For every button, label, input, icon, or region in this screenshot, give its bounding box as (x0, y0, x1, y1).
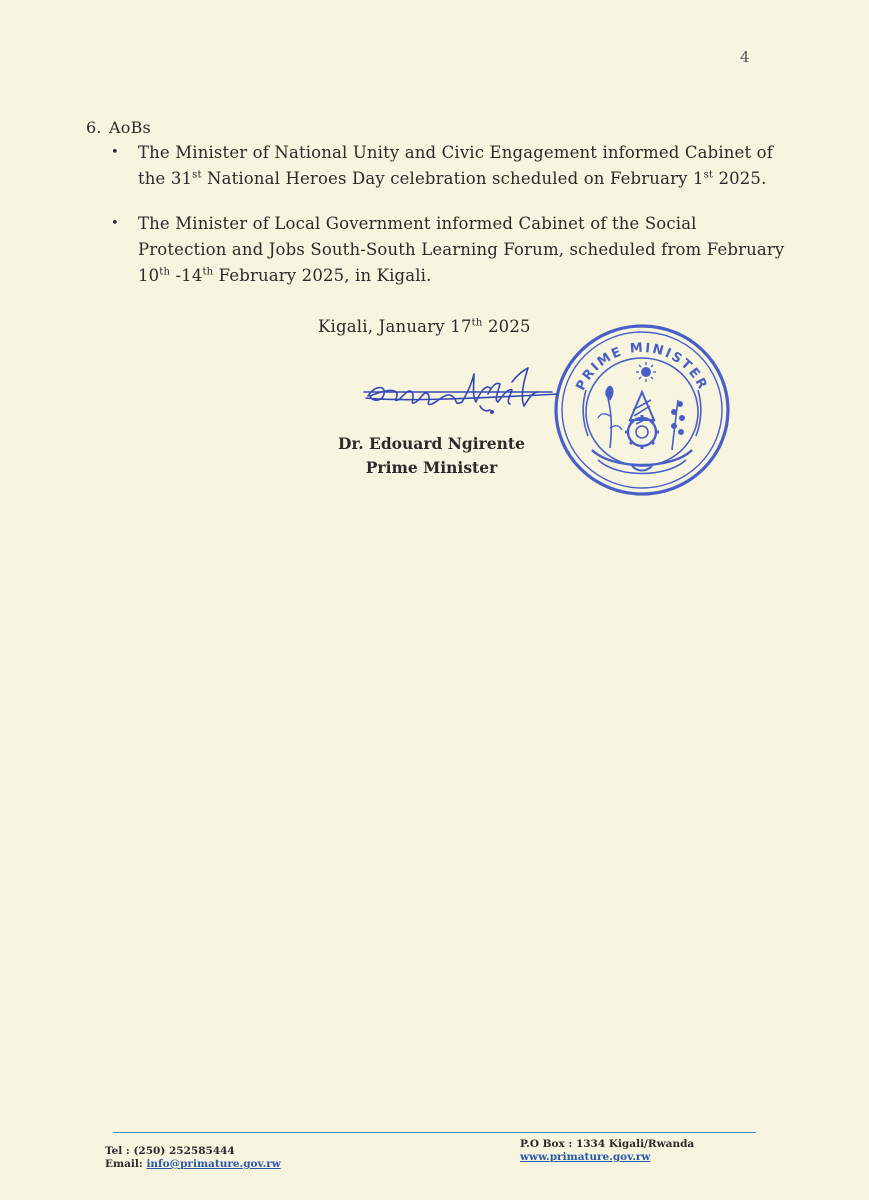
bullet-item (138, 140, 786, 192)
bullet-text: National Heroes Day celebration scheduled on February 1 (201, 169, 704, 188)
po-box: P.O Box : 1334 Kigali/Rwanda (520, 1138, 695, 1150)
website-link[interactable]: www.primature.gov.rw (520, 1151, 651, 1163)
aobs-section (86, 118, 786, 289)
bullet-text: The Minister of National Unity and Civic Engagement informed Cabinet of the 31 (138, 143, 773, 188)
ordinal-suffix: th (471, 317, 483, 329)
footer-address (520, 1138, 694, 1164)
bullet-text: 2025. (713, 169, 767, 188)
tel-value: (250) 252585444 (133, 1145, 235, 1157)
official-seal-image (552, 320, 732, 498)
date-text: 2025 (482, 317, 531, 336)
signature-image (362, 362, 562, 422)
bullet-item (138, 211, 786, 289)
page-number: 4 (740, 48, 750, 66)
bullet-text: The Minister of Local Government informed Cabinet of the Social Protection and Jobs South-South Learning Forum, scheduled from February 10 (138, 214, 785, 285)
tel-label: Tel : (105, 1145, 134, 1157)
svg-text:PRIME MINISTER: PRIME MINISTER (573, 340, 711, 394)
footer-contact (105, 1145, 281, 1171)
ordinal-suffix: th (202, 266, 214, 278)
bullet-text: -14 (170, 266, 203, 285)
ordinal-suffix: th (159, 266, 171, 278)
email-link[interactable]: info@primature.gov.rw (146, 1158, 281, 1170)
bullet-text: February 2025, in Kigali. (213, 266, 432, 285)
email-label: Email: (105, 1158, 147, 1170)
ordinal-suffix: st (703, 169, 714, 181)
date-text: Kigali, January 17 (318, 317, 472, 336)
signer-block (334, 432, 529, 480)
section-title: AoBs (109, 118, 151, 137)
signer-name: Dr. Edouard Ngirente (338, 434, 525, 453)
section-number: 6. (86, 118, 102, 137)
ordinal-suffix: st (192, 169, 202, 181)
footer-divider (113, 1132, 756, 1133)
signing-date (318, 317, 531, 336)
section-heading (86, 118, 786, 140)
signer-title: Prime Minister (365, 458, 498, 477)
